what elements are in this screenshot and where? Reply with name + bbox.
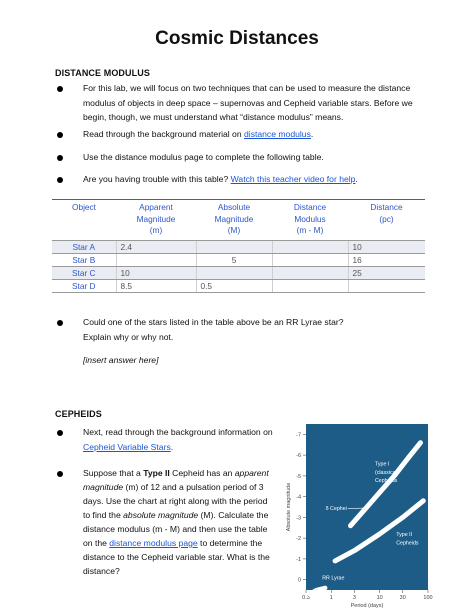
y-tick-label: -5 xyxy=(296,473,301,480)
bullet-icon xyxy=(57,155,63,161)
rr-lyrae-label: RR Lyrae xyxy=(322,575,345,582)
y-tick-label: 0 xyxy=(297,577,301,584)
teacher-video-link[interactable]: Watch this teacher video for help xyxy=(230,174,356,184)
bullet-icon xyxy=(57,132,63,138)
y-tick-label: -3 xyxy=(296,515,301,522)
y-axis-label: Absolute magnitude xyxy=(286,482,292,532)
use-page-instruction: Use the distance modulus page to complete the following table. xyxy=(83,152,324,162)
series-point-2 xyxy=(316,589,317,590)
problem-line-4: to find the absolute magnitude (M). Calculate the xyxy=(83,510,269,520)
problem-line-1: Suppose that a Type II Cepheid has an apparent xyxy=(83,468,269,478)
y-tick-label: -4 xyxy=(296,494,301,501)
problem-line-8: distance? xyxy=(83,566,120,576)
chart-svg xyxy=(282,420,433,610)
series-point-1 xyxy=(423,500,424,501)
type2-label-line-2: Cepheids xyxy=(396,540,419,547)
section-heading-distance-modulus: DISTANCE MODULUS xyxy=(55,68,150,78)
cell-object: Star D xyxy=(52,280,116,293)
punctuation: . xyxy=(170,442,174,452)
distance-table xyxy=(52,199,425,293)
series-point-0 xyxy=(408,457,409,458)
intro-line-1: For this lab, we will focus on two techniques that can be used to measure the distance xyxy=(83,83,411,93)
distance-modulus-page-link[interactable]: distance modulus page xyxy=(109,538,198,548)
answer-placeholder[interactable]: [insert answer here] xyxy=(83,355,159,365)
cepheid-variable-stars-link[interactable]: Cepheid Variable Stars xyxy=(83,442,171,452)
cell-distance-modulus[interactable] xyxy=(272,254,348,267)
cepheid-read-line-1: Next, read through the background information on xyxy=(83,427,273,437)
bullet-icon xyxy=(57,430,63,436)
y-tick-label: -6 xyxy=(296,453,301,460)
cell-distance[interactable]: 25 xyxy=(348,267,425,280)
x-tick-label: 30 xyxy=(399,595,406,601)
x-tick-label: 10 xyxy=(376,595,383,601)
period-luminosity-chart xyxy=(282,420,433,610)
page-title: Cosmic Distances xyxy=(155,28,319,49)
series-point-0 xyxy=(420,442,421,443)
cell-apparent-magnitude[interactable]: 2.4 xyxy=(116,241,196,254)
table-row xyxy=(52,241,425,254)
punctuation: . xyxy=(310,129,314,139)
section-heading-cepheids: CEPHEIDS xyxy=(55,409,102,419)
cell-absolute-magnitude[interactable]: 5 xyxy=(196,254,272,267)
cell-distance[interactable]: 16 xyxy=(348,254,425,267)
help-text: Are you having trouble with this table? xyxy=(83,174,231,184)
bullet-icon xyxy=(57,177,63,183)
problem-line-5: distance modulus (m - M) and then use the table xyxy=(83,524,268,534)
y-tick-label: -1 xyxy=(296,556,301,563)
table-row xyxy=(52,254,425,267)
type1-label-line-2: (classical) xyxy=(374,469,399,476)
problem-line-6: on the distance modulus page to determine the xyxy=(83,538,263,548)
question-line-2: Explain why or why not. xyxy=(83,332,174,342)
cell-apparent-magnitude[interactable]: 10 xyxy=(116,267,196,280)
series-point-2 xyxy=(325,587,326,588)
cell-object: Star B xyxy=(52,254,116,267)
series-point-0 xyxy=(364,508,365,509)
type1-label-line-3: Cepheids xyxy=(374,478,398,485)
series-point-1 xyxy=(335,560,336,561)
type1-label-line-1: Type I xyxy=(374,461,390,468)
cell-apparent-magnitude[interactable] xyxy=(116,254,196,267)
cell-absolute-magnitude[interactable] xyxy=(196,267,272,280)
x-tick-label: 1 xyxy=(329,595,333,601)
header-absolute-magnitude: Absolute Magnitude (M) xyxy=(196,200,272,241)
series-point-2 xyxy=(309,594,310,595)
series-point-0 xyxy=(350,525,351,526)
intro-line-2: modulus of objects in deep space – supernovas and Cepheid variable stars. Before we xyxy=(83,98,413,108)
x-tick-label: 100 xyxy=(423,595,433,601)
table-row xyxy=(52,267,425,280)
y-tick-label: -2 xyxy=(296,536,301,543)
read-background-text: Read through the background material on xyxy=(83,129,244,139)
type2-label-line-1: Type II xyxy=(396,532,413,539)
x-tick-label: 3 xyxy=(352,595,356,601)
series-point-0 xyxy=(379,492,380,493)
cell-absolute-magnitude[interactable]: 0.5 xyxy=(196,280,272,293)
header-distance-modulus: Distance Modulus (m - M) xyxy=(272,200,348,241)
cell-distance-modulus[interactable] xyxy=(272,267,348,280)
delta-cephei-label: δ Cephei xyxy=(325,506,347,513)
distance-modulus-link[interactable]: distance modulus xyxy=(244,129,311,139)
problem-line-3: days. Use the chart at right along with the period xyxy=(83,496,268,506)
header-apparent-magnitude: Apparent Magnitude (m) xyxy=(116,200,196,241)
punctuation: . xyxy=(355,174,358,184)
table-header-row xyxy=(52,200,425,241)
cell-distance-modulus[interactable] xyxy=(272,241,348,254)
intro-line-3: begin, though, we must understand what “distance modulus” means. xyxy=(83,112,344,122)
cell-absolute-magnitude[interactable] xyxy=(196,241,272,254)
bullet-icon xyxy=(57,320,63,326)
problem-line-2: magnitude (m) of 12 and a pulsation period of 3 xyxy=(83,482,264,492)
cell-object: Star C xyxy=(52,267,116,280)
problem-line-7: distance to the Cepheid variable star. What is the xyxy=(83,552,270,562)
series-point-1 xyxy=(402,517,403,518)
x-tick-label: 0.3 xyxy=(302,595,310,601)
cell-apparent-magnitude[interactable]: 8.5 xyxy=(116,280,196,293)
bullet-icon xyxy=(57,86,63,92)
help-item xyxy=(83,172,358,186)
x-axis-label: Period (days) xyxy=(350,603,384,609)
read-background-item xyxy=(83,127,313,141)
cepheid-read-line-2 xyxy=(83,440,173,454)
cell-distance[interactable] xyxy=(348,280,425,293)
cell-distance-modulus[interactable] xyxy=(272,280,348,293)
table-row xyxy=(52,280,425,293)
header-distance-pc: Distance (pc) xyxy=(348,200,425,241)
header-object: Object xyxy=(52,200,116,241)
y-tick-label: -7 xyxy=(296,432,301,439)
series-point-1 xyxy=(379,533,380,534)
cell-object: Star A xyxy=(52,241,116,254)
question-line-1: Could one of the stars listed in the table above be an RR Lyrae star? xyxy=(83,317,344,327)
series-point-1 xyxy=(354,550,355,551)
cell-distance[interactable]: 10 xyxy=(348,241,425,254)
bullet-icon xyxy=(57,471,63,477)
